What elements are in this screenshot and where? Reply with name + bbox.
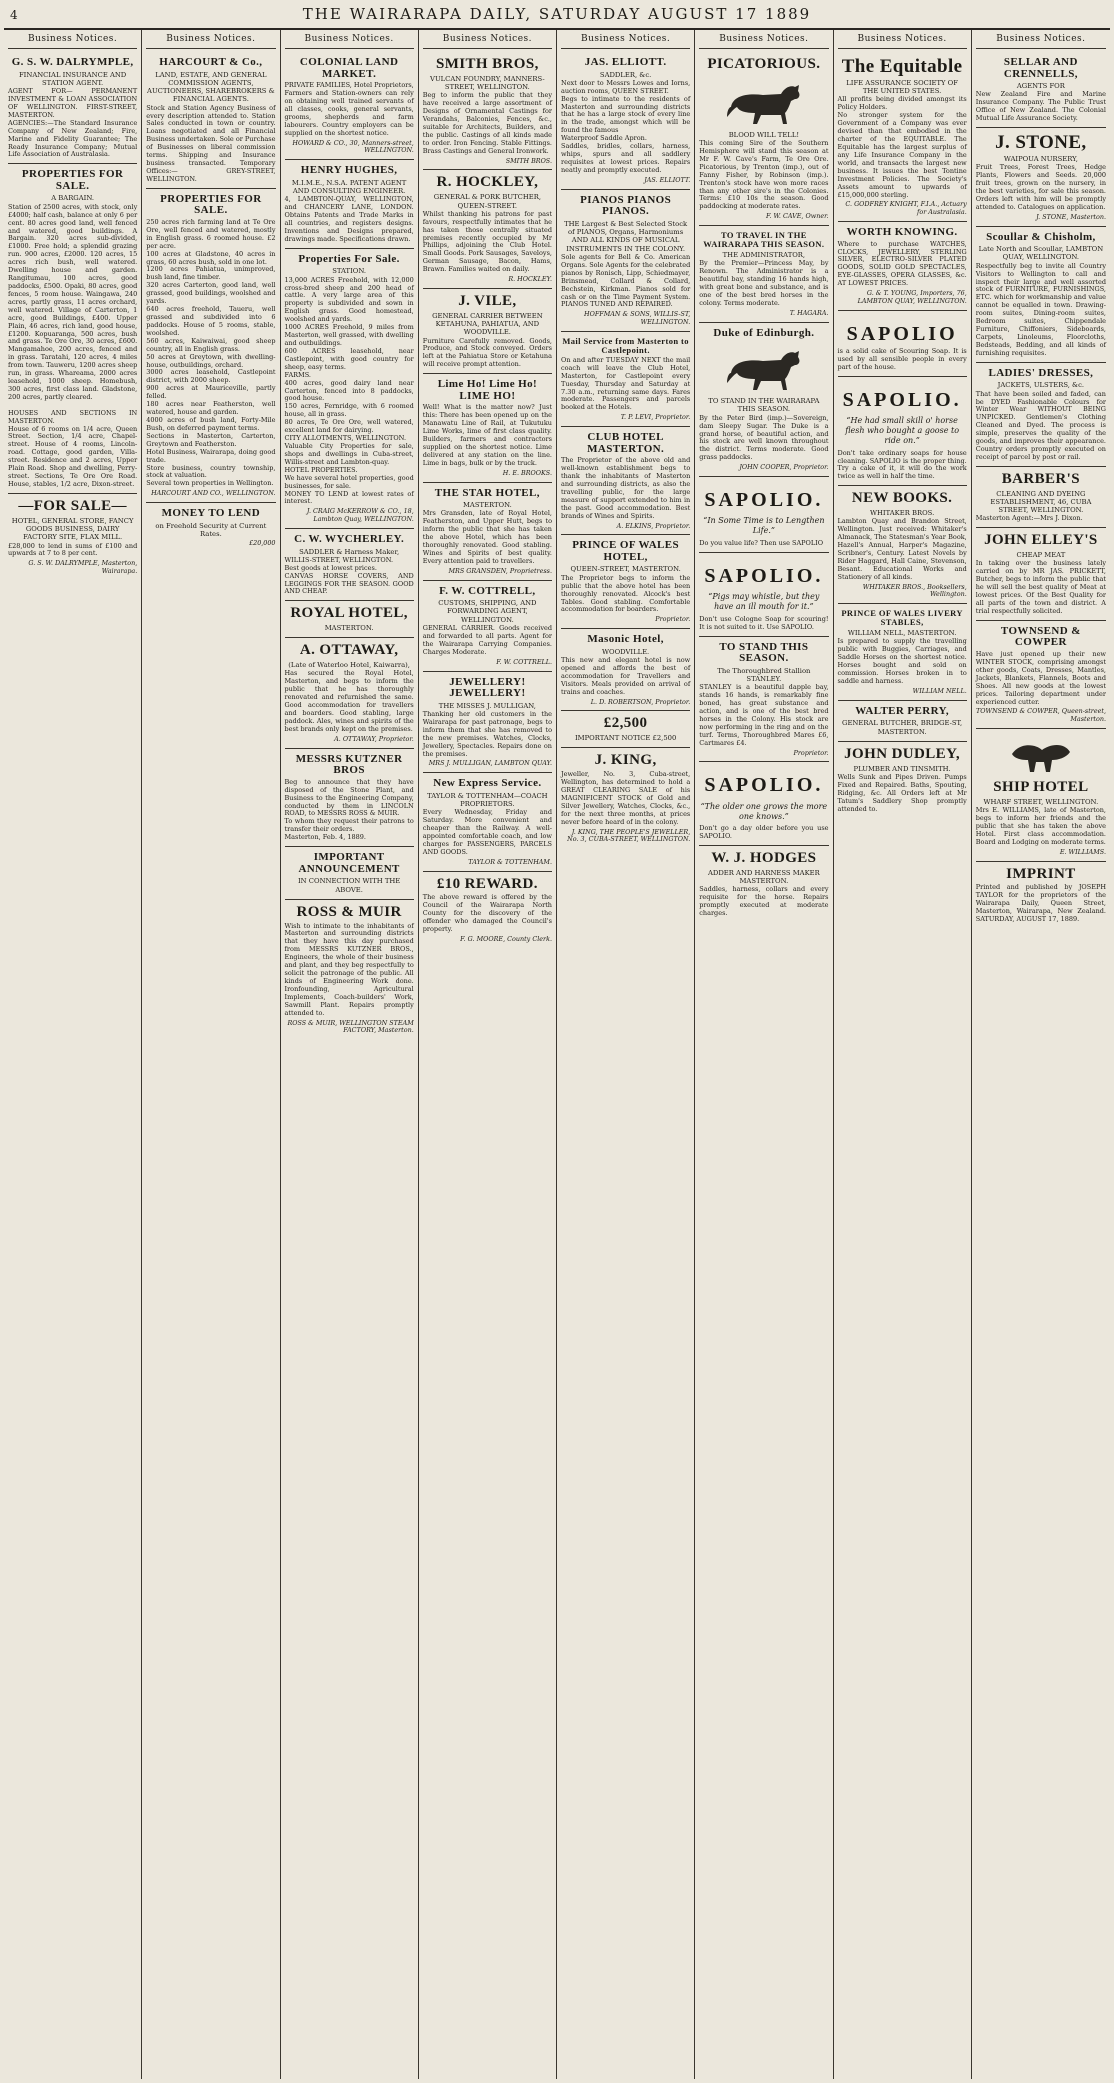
- ad-title: ROSS & MUIR: [296, 903, 402, 920]
- advertisement: [285, 52, 414, 160]
- page-number: 4: [10, 8, 20, 22]
- advertisement: [561, 748, 690, 848]
- ad-signature: SMITH BROS.: [505, 156, 552, 165]
- ad-subtitle: HOTEL, GENERAL STORE, FANCY GOODS BUSINESS, DAIRY FACTORY SITE, FLAX MILL.: [11, 516, 134, 542]
- ad-body: In taking over the business lately carried on by MR JAS. PRICKETT, Butcher, begs to inform the public that he will sell the best quality of Meat at lowest prices. Of the Best Quality for all parts of the town and district. A trial respectfully solicited.: [975, 559, 1106, 615]
- ad-subtitle: WOODVILLE.: [602, 647, 650, 656]
- advertisement: [838, 742, 967, 818]
- ad-signature: J. KING, THE PEOPLE'S JEWELLER, No. 3, CUBA-STREET, WELLINGTON.: [567, 827, 691, 844]
- ad-signature: F. G. MOORE, County Clerk.: [460, 935, 552, 944]
- ad-title: Duke of Edinburgh.: [713, 326, 815, 339]
- ad-body: Beg to announce that they have disposed of the Stone Plant, and Business to the Engineering Company, conducted by them in LINCOLN ROAD, to MESSRS ROSS & MUIR. To whom they request their patrons to transfer their orders. Masterton, Feb. 4, 1889.: [284, 777, 414, 842]
- advertisement: [423, 672, 552, 774]
- advertisement: [561, 711, 690, 748]
- advertisement: [146, 503, 275, 552]
- ad-title: TO TRAVEL IN THE WAIRARAPA THIS SEASON.: [703, 230, 825, 250]
- advertisement: [423, 289, 552, 374]
- ad-signature: MRS J. MULLIGAN, LAMBTON QUAY.: [428, 759, 552, 768]
- ad-title: J. STONE,: [995, 132, 1087, 154]
- advertisement: [285, 900, 414, 1039]
- ad-title: C. W. WYCHERLEY.: [294, 532, 405, 545]
- ad-quote: “In Some Time is to Lengthen Life.”: [703, 516, 825, 536]
- ad-body: By the Peter Bird (imp.)—Sovereign, dam Sleepy Sugar. The Duke is a grand horse, of beautiful action, and his stock are well known throughout the district. Terms moderate. Good grass paddocks.: [699, 413, 829, 462]
- ad-body: The above reward is offered by the Council of the Wairarapa North County for the discovery of the offender who damaged the Council's property.: [422, 893, 552, 934]
- ad-title: HENRY HUGHES,: [300, 164, 398, 177]
- ad-subtitle: THE MISSES J. MULLIGAN,: [438, 701, 536, 710]
- column-3: [281, 30, 419, 2079]
- ad-title: The Equitable: [841, 55, 963, 77]
- ad-signature: WHITAKER BROS., Booksellers, Wellington.: [862, 582, 967, 599]
- ad-body: Printed and published by JOSEPH TAYLOR for the proprietors of the Wairarapa Daily, Queen Street, Masterton, Wairarapa, New Zealand. SATURDAY, AUGUST 17, 1889.: [975, 883, 1106, 923]
- ad-title: PRINCE OF WALES LIVERY STABLES,: [841, 608, 963, 628]
- ad-body: This coming Sire of the Southern Hemisphere will stand this season at Mr F. W. Cave's Farm, Te Ore Ore. Picatorious, by Trenton (imp.), out of Fanny Fisher, by Robinson (imp.). Trenton's stock have won more races than any other sire's in the Colonies. Terms: £10 10s the season. Good paddocking at moderate rates.: [699, 139, 829, 211]
- advertisement: [838, 311, 967, 377]
- ad-body: Sole agents for Bell & Co. American Organs. Sole Agents for the celebrated pianos by Ronisch, Lipp, Schiedmayer, Brinsmead, Collard & Collard, Bechstein, Kirkman. Pianos sold for cash or on the Time Payment System. PIANOS TUNED AND REPAIRED.: [561, 252, 691, 309]
- ad-signature: Proprietor.: [793, 748, 829, 757]
- ad-body: 4, LAMBTON-QUAY, WELLINGTON, and CHANCERY LANE, LONDON. Obtains Patents and Trade Marks in all countries, and registers designs. Inventions and Designs prepared, drawings made. Specifications drawn.: [284, 195, 414, 243]
- advertisement: [838, 377, 967, 486]
- ad-body: Don't go a day older before you use SAPOLIO.: [699, 824, 829, 841]
- ad-title: Lime Ho! Lime Ho! LIME HO!: [437, 378, 538, 402]
- horse-engraving-icon: [719, 343, 809, 393]
- ad-title: PRINCE OF WALES HOTEL,: [572, 539, 680, 563]
- advertisement: [699, 323, 828, 477]
- ad-title: SMITH BROS,: [435, 55, 539, 72]
- ad-body: Furniture Carefully removed. Goods, Produce, and Stock conveyed. Orders left at the Pahiatua Store or Ketahuna will receive prompt attention.: [422, 336, 552, 369]
- ad-title: LADIES' DRESSES,: [988, 366, 1094, 379]
- column-heading: Business Notices.: [838, 32, 967, 49]
- ad-body: Is prepared to supply the travelling public with Buggies, Carriages, and Saddle Horses on the shortest notice. Horses bought and sold on commission. Horses broken in to saddle and harness.: [837, 637, 967, 686]
- ad-signature: J. CRAIG McKERROW & CO., 18, Lambton Quay, WELLINGTON.: [306, 507, 414, 524]
- ad-title: THE STAR HOTEL,: [434, 486, 540, 499]
- ad-body: Every Wednesday, Friday and Saturday. More convenient and cheaper than the Railway. A well-appointed comfortable coach, and low charges for PASSENGERS, PARCELS AND GOODS.: [422, 808, 552, 856]
- advertisement: [146, 52, 275, 189]
- advertisement: [976, 528, 1106, 620]
- ad-title: PROPERTIES FOR SALE.: [21, 168, 124, 192]
- ad-body: PRIVATE FAMILIES, Hotel Proprietors, Farmers and Station-owners can rely on obtaining well trained servants of all classes, cooks, general servants, grooms, shepherds and farm labourers. Country employers can be supplied on the shortest notice.: [284, 81, 414, 137]
- ad-signature: T. HAGARA.: [789, 308, 829, 317]
- ad-body: Do you value life? Then use SAPOLIO: [699, 538, 824, 547]
- ad-title: COLONIAL LAND MARKET.: [299, 55, 399, 80]
- ad-title: PIANOS PIANOS PIANOS.: [580, 193, 672, 218]
- ad-signature: £20,000: [249, 539, 276, 548]
- advertisement: [976, 227, 1106, 363]
- ad-body: Jeweller, No. 3, Cuba-street, Wellington, has determined to hold a GREAT CLEARING SALE of his MAGNIFICENT STOCK of Gold and Silver Jewellery, Watches, Clocks, &c., for the next three months, at prices never before heard of in the colony.: [561, 770, 691, 826]
- ad-signature: TAYLOR & TOTTENHAM.: [468, 857, 552, 866]
- ad-subtitle: TAYLOR & TOTTENHAM—COACH PROPRIETORS.: [427, 791, 548, 809]
- ad-subtitle: MASTERTON.: [462, 501, 512, 510]
- ad-title: ROYAL HOTEL,: [290, 605, 408, 622]
- ad-signature: JAS. ELLIOTT.: [644, 175, 691, 184]
- ad-subtitle: SADDLER, &c.: [599, 70, 652, 79]
- advertisement: [285, 529, 414, 601]
- ad-title: Masonic Hotel,: [587, 633, 664, 646]
- ad-signature: C. GODFREY KNIGHT, F.I.A., Actuary for Australasia.: [845, 200, 967, 217]
- ad-title: Properties For Sale.: [298, 252, 400, 265]
- advertisement: [285, 847, 414, 900]
- ad-title: NEW BOOKS.: [851, 490, 953, 507]
- column-1: [4, 30, 142, 2079]
- advertisement: [976, 363, 1106, 467]
- advertisement: [285, 249, 414, 529]
- column-4: [419, 30, 557, 2079]
- ad-body: Well! What is the matter now? Just this: There has been opened up on the Manawatu Line of Rail, at Tukutuku Lime Works, lime of first class quality. Builders, farmers and contractors supplied on the shortest notice. Lime delivered at any station on the line. Lime in bags, bulk or by the truck.: [422, 403, 552, 467]
- column-heading: Business Notices.: [561, 32, 690, 49]
- ad-signature: WILLIAM NELL.: [912, 686, 967, 695]
- advertisement: [976, 52, 1106, 128]
- column-heading: Business Notices.: [976, 32, 1106, 49]
- ad-quote: “Pigs may whistle, but they have an ill mouth for it.”: [708, 592, 820, 611]
- ad-body: Beg to inform the public that they have received a large assortment of Designs of Ornamental Castings for Verandahs, Balconies, Fences, &c., suitable for Architects, Builders, and the public. Castings of all kinds made to order. Iron Fencing. Stable Fittings. Brass Castings and General Ironwork.: [422, 91, 552, 155]
- ad-body: This new and elegant hotel is now opened and affords the best of accommodation for Travellers and Visitors. Meals provided on arrival of trains and coaches.: [561, 655, 691, 696]
- ad-signature: HOWARD & CO., 30, Manners-street, WELLINGTON.: [292, 138, 414, 155]
- advertisement: [976, 729, 1106, 861]
- column-heading: Business Notices.: [8, 32, 137, 49]
- ad-title: SAPOLIO.: [704, 489, 824, 512]
- ad-subtitle: LIFE ASSURANCE SOCIETY OF THE UNITED STATES.: [846, 78, 958, 96]
- ad-signature: J. STONE, Masterton.: [1036, 212, 1106, 221]
- advertisement: [699, 226, 828, 322]
- ad-title: J. KING,: [594, 752, 657, 769]
- ad-title: SHIP HOTEL: [993, 779, 1089, 796]
- advertisement: [838, 701, 967, 742]
- column-heading: Business Notices.: [285, 32, 414, 49]
- column-8: [972, 30, 1110, 2079]
- ad-title: IMPORTANT ANNOUNCEMENT: [298, 851, 400, 875]
- ad-body: Wells Sunk and Pipes Driven. Pumps Fixed and Repaired. Baths, Spouting, Ridging, &c. All Orders left at Mr Tatum's Saddlery Shop promptly attended to.: [837, 772, 967, 813]
- ad-body: Where to purchase WATCHES, CLOCKS, JEWELLERY, STERLING SILVER, ELECTRO-SILVER PLATED GOODS, SOLID GOLD SPECTACLES, EYE-GLASSES, OPERA GLASSES, &c. AT LOWEST PRICES.: [837, 239, 967, 288]
- ad-body: Don't use Cologne Soap for scouring! It is not suited to it. Use SAPOLIO.: [699, 614, 829, 631]
- ad-title: SELLAR AND CRENNELLS,: [1003, 55, 1078, 80]
- ad-quote: “The older one grows the more one knows.”: [700, 801, 828, 821]
- ad-subtitle: The Thoroughbred Stallion STANLEY.: [717, 666, 811, 683]
- ad-title: PICATORIOUS.: [707, 55, 821, 72]
- advertisement: [976, 621, 1106, 729]
- ad-title: JOHN ELLEY'S: [984, 532, 1098, 549]
- ad-body: Don't take ordinary soaps for house cleaning. SAPOLIO is the proper thing. Try a cake of it, it will do the work twice as well in half the time.: [837, 448, 967, 481]
- ad-subtitle: JACKETS, ULSTERS, &c.: [997, 381, 1085, 390]
- ad-signature: JOHN COOPER, Proprietor.: [739, 463, 829, 472]
- ad-body: is a solid cake of Scouring Soap. It is used by all sensible people in every part of the house.: [837, 347, 967, 372]
- ad-title: PROPERTIES FOR SALE.: [160, 192, 262, 217]
- ad-signature: A. OTTAWAY, Proprietor.: [334, 734, 414, 743]
- ad-subtitle: PLUMBER AND TINSMITH.: [853, 764, 951, 773]
- advertisement: [976, 128, 1106, 227]
- ad-title: WALTER PERRY,: [855, 704, 950, 717]
- ad-body: Have just opened up their new WINTER STOCK, comprising amongst other goods, Coats, Dresses, Mantles, Jackets, Blankets, Flannels, Boots and Shoes. All new goods at the lowest prices. Tailoring department under experienced cutter.: [975, 649, 1106, 706]
- ad-subtitle: WAIPOUA NURSERY,: [1003, 154, 1078, 163]
- ad-title: JOHN DUDLEY,: [844, 745, 961, 762]
- paper-title: THE WAIRARAPA DAILY, SATURDAY AUGUST 17 1889: [302, 5, 812, 23]
- advertisement: [976, 467, 1106, 529]
- advertisement: [285, 638, 414, 748]
- ad-signature: MRS GRANSDEN, Proprietress.: [448, 566, 552, 575]
- ad-title: SAPOLIO.: [842, 388, 962, 411]
- ad-title: R. HOCKLEY,: [436, 174, 539, 191]
- ad-subtitle: SADDLER & Harness Maker,: [299, 547, 400, 556]
- ad-title: CLUB HOTEL MASTERTON.: [587, 431, 665, 455]
- ad-title: New Express Service.: [433, 777, 542, 790]
- ad-subtitle: CHEAP MEAT: [1016, 551, 1066, 560]
- ad-subtitle: CUSTOMS, SHIPPING, AND FORWARDING AGENT, WELLINGTON.: [438, 599, 537, 624]
- advertisement: [561, 427, 690, 535]
- ad-title: JEWELLERY! JEWELLERY!: [449, 675, 526, 700]
- ad-subtitle: AGENTS FOR: [1016, 82, 1065, 91]
- advertisement: [423, 483, 552, 581]
- ad-subtitle: IN CONNECTION WITH THE ABOVE.: [298, 877, 401, 894]
- ad-quote: “He had small skill o' horse flesh who bought a goose to ride on.”: [845, 416, 960, 445]
- ad-subtitle: FINANCIAL INSURANCE AND STATION AGENT.: [18, 70, 127, 87]
- advertisement: [561, 332, 690, 427]
- ad-subtitle: GENERAL BUTCHER, BRIDGE-ST, MASTERTON.: [842, 719, 963, 736]
- ad-subtitle: CLEANING AND DYEING ESTABLISHMENT, 46, CUBA STREET, WELLINGTON.: [990, 489, 1092, 515]
- ad-signature: Proprietor.: [655, 615, 691, 624]
- ad-title: MONEY TO LEND: [161, 507, 261, 520]
- ad-subtitle: LAND, ESTATE, AND GENERAL COMMISSION AGENTS, AUCTIONEERS, SHAREBROKERS & FINANCIAL AGENTS.: [147, 70, 275, 104]
- ad-subtitle: THE ADMINISTRATOR,: [722, 250, 806, 259]
- ad-body: £28,000 to lend in sums of £100 and upwards at 7 to 8 per cent.: [8, 541, 138, 558]
- ad-subtitle: WILLIAM NELL, MASTERTON.: [847, 629, 957, 638]
- advertisement: [699, 637, 828, 763]
- column-7: [834, 30, 972, 2079]
- column-heading: Business Notices.: [146, 32, 275, 49]
- ad-title: BARBER'S: [1001, 470, 1080, 487]
- advertisement: [699, 762, 828, 846]
- advertisement: [838, 604, 967, 700]
- advertisement: [146, 189, 275, 503]
- advertisement: [976, 862, 1106, 928]
- ad-subtitle: Late North and Scoullar, LAMBTON QUAY, WELLINGTON.: [978, 245, 1104, 262]
- ad-title: HARCOURT & Co.,: [159, 55, 263, 68]
- ad-title: W. J. HODGES: [711, 850, 817, 867]
- advertisement: [838, 486, 967, 604]
- ad-title: Scoullar & Chisholm,: [986, 230, 1096, 243]
- advertisement: [838, 52, 967, 222]
- ad-body: Fruit Trees, Forest Trees, Hedge Plants, Flowers and Seeds. 20,000 fruit trees, grown on the nursery, in the best varieties, for sale this season. Orders left with him will be promptly attended to. Catalogues on application.: [975, 163, 1106, 211]
- ad-signature: H. E. BROOKS.: [502, 468, 552, 477]
- advertisement: [423, 773, 552, 871]
- ad-title: SAPOLIO.: [704, 564, 824, 587]
- ad-title: TO STAND THIS SEASON.: [719, 640, 809, 665]
- ad-subtitle: MASTERTON.: [324, 624, 374, 633]
- advertisement: [699, 477, 828, 553]
- advertisement: [285, 749, 414, 847]
- advertisement: [285, 601, 414, 638]
- columns: [4, 30, 1110, 2079]
- advertisement: [561, 190, 690, 332]
- advertisement: [423, 581, 552, 672]
- masthead: [4, 0, 1110, 30]
- advertisement: [699, 553, 828, 637]
- horse-engraving-icon: [719, 77, 809, 127]
- ad-subtitle: WHITAKER BROS.: [870, 509, 935, 518]
- advertisement: [8, 52, 137, 164]
- ad-signature: E. WILLIAMS.: [1059, 847, 1106, 856]
- ad-title: G. S. W. DALRYMPLE,: [11, 55, 134, 68]
- ad-subtitle: M.I.M.E., N.S.A. PATENT AGENT AND CONSULTING ENGINEER.: [291, 178, 407, 195]
- advertisement: [423, 170, 552, 289]
- ad-signature: T. P. LEVI, Proprietor.: [620, 413, 691, 422]
- column-6: [695, 30, 833, 2079]
- column-heading: Business Notices.: [699, 32, 828, 49]
- ad-subtitle: A BARGAIN.: [51, 194, 95, 203]
- ad-subtitle: TO STAND IN THE WAIRARAPA THIS SEASON.: [708, 397, 820, 414]
- ad-signature: G. & T. YOUNG, Importers, 76, LAMBTON QUAY, WELLINGTON.: [857, 289, 967, 305]
- ad-signature: ROSS & MUIR, WELLINGTON STEAM FACTORY, Masterton.: [287, 1018, 414, 1035]
- ad-signature: HOFFMAN & SONS, WILLIS-ST, WELLINGTON.: [584, 310, 691, 327]
- ad-signature: HARCOURT AND CO., WELLINGTON.: [151, 489, 276, 498]
- ad-body: GENERAL CARRIER. Goods received and forwarded to all parts. Agent for the Wairarapa Carrying Companies. Charges Moderate.: [422, 624, 552, 656]
- advertisement: [561, 629, 690, 711]
- ad-title: A. OTTAWAY,: [299, 642, 399, 659]
- ad-title: WORTH KNOWING.: [846, 226, 958, 239]
- ad-subtitle: BLOOD WILL TELL!: [728, 130, 800, 139]
- advertisement: [699, 52, 828, 226]
- ad-body: Respectfully beg to invite all Country Visitors to Wellington to call and inspect their large and well assorted stock of FURNITURE, FURNISHINGS, ETC. which for workmanship and value cannot be equalled in town. Drawing-room suites, Dining-room suites, Bedroom suites, Chippendale Furniture, Chiffoniers, Sideboards, Carpets, Linoleums, Floorcloths, Bedsteads, Bedding, and all kinds of furnishing requisites.: [975, 261, 1106, 357]
- ad-title: TOWNSEND & COWPER: [1000, 624, 1081, 649]
- ad-body: Thanking her old customers in the Wairarapa for past patronage, begs to inform them that she has removed to the new premises. Watches, Clocks, Jewellery, Spectacles. Repairs done on the premises.: [422, 709, 552, 758]
- advertisement: [8, 494, 137, 580]
- advertisement: [423, 52, 552, 171]
- ad-subtitle: GENERAL & PORK BUTCHER, QUEEN-STREET.: [433, 193, 542, 210]
- ad-body: AGENT FOR— PERMANENT INVESTMENT & LOAN ASSOCIATION OF WELLINGTON. FIRST-STREET, MASTERTON. AGENCIES:—The Standard Insurance Company of New Zealand; Fire, Marine and Fidelity Guarantee; The Ready Insurance Company; Mutual Life Association of Australasia.: [8, 87, 138, 159]
- ad-signature: A. ELKINS, Proprietor.: [616, 521, 691, 530]
- ad-signature: F. W. CAVE, Owner.: [765, 212, 829, 221]
- ad-subtitle: ADDER AND HARNESS MAKER MASTERTON.: [707, 868, 820, 886]
- ad-subtitle: STATION.: [332, 267, 367, 276]
- advertisement: [423, 872, 552, 948]
- ad-subtitle: VULCAN FOUNDRY, MANNERS-STREET, WELLINGTON.: [430, 74, 545, 91]
- ad-title: J. VILE,: [458, 292, 517, 309]
- ad-title: Mail Service from Masterton to Castlepoint.: [562, 335, 689, 355]
- ad-body: Masterton Agent:—Mrs J. Dixon.: [975, 514, 1083, 523]
- ad-signature: R. HOCKLEY.: [508, 275, 552, 284]
- ad-body: That have been soiled and faded, can be DYED Fashionable Colours for Winter Wear WITHOUT BEING UNPICKED. Gentlemen's Clothing Cleaned and Dyed. The process is simple, preserves the quality of the goods, and improves their appearance. Country orders promptly executed on receipt of parcel by post or rail.: [975, 389, 1106, 461]
- ad-body: By the Premier—Princess May, by Renown. The Administrator is a beautiful bay, standing 16 hands high, with great bone and substance, and is one of the best bred horses in the colony. Terms moderate.: [699, 259, 829, 307]
- advertisement: [699, 846, 828, 922]
- ad-body: WILLIS-STREET, WELLINGTON. Best goods at lowest prices. CANVAS HORSE COVERS, AND LEGGINGS FOR THE SEASON. GOOD AND CHEAP.: [284, 555, 414, 596]
- ad-body: 13,000 ACRES Freehold, with 12,000 cross-bred sheep and 200 head of cattle. A very large area of this property is subdivided and sown in English grass. Good homestead, woolshed and yards. 1000 ACRES Freehold, 9 miles from Masterton, well grassed, with dwelling and outbuildings. 600 ACRES leasehold, near Castlepoint, with good country for sheep, easy terms. FARMS. 400 acres, good dairy land near Carterton, fenced into 8 paddocks, good house. 150 acres, Fernridge, with 6 roomed house, all in grass. 80 acres, Te Ore Ore, well watered, excellent land for dairying. CITY ALLOTMENTS, WELLINGTON. Valuable City Properties for sale, shops and dwellings in Cuba-street, Willis-street and Lambton-quay. HOTEL PROPERTIES. We have several hotel properties, good businesses, for sale. MONEY TO LEND at lowest rates of interest.: [284, 275, 414, 506]
- ad-body: Next door to Messrs Lowes and Iorns, auction rooms, QUEEN STREET. Begs to intimate to the residents of Masterton and surrounding districts that he has a large stock of every line in the trade, amongst which will be found the famous Waterproof Saddle Apron. Saddles, bridles, collars, harness, whips, spurs and all saddlery requisites at lowest prices. Repairs neatly and promptly executed.: [561, 78, 691, 174]
- column-heading: Business Notices.: [423, 32, 552, 49]
- ad-title: JAS. ELLIOTT.: [584, 55, 667, 68]
- ad-subtitle: QUEEN-STREET, MASTERTON.: [570, 565, 681, 574]
- ad-body: Mrs Gransden, late of Royal Hotel, Featherston, and Upper Hutt, begs to inform the public that she has taken the above Hotel, which has been thoroughly renovated. Good stabling. Wines and Spirits of best quality. Every attention paid to travellers.: [422, 509, 552, 565]
- ad-body: 250 acres rich farming land at Te Ore Ore, well fenced and watered, mostly in English grass. 6 roomed house. £2 per acre. 100 acres at Gladstone, 40 acres in grass, 60 acres bush, sold in one lot. 1200 acres Pahiatua, unimproved, bush land, fine timber. 320 acres Carterton, good land, well grassed, good buildings, woolshed and yards. 640 acres freehold, Taueru, well grassed and subdivided into 6 paddocks. House of 5 rooms, stable, woolshed. 560 acres, Kaiwaiwai, good sheep country, all in English grass. 50 acres at Greytown, with dwelling-house, outbuildings, orchard. 3000 acres leasehold, Castlepoint district, with 2000 sheep. 900 acres at Mauriceville, partly felled. 180 acres near Featherston, well watered, house and garden. 4000 acres of bush land, Forty-Mile Bush, on deferred payment terms. Sections in Masterton, Carterton, Greytown and Featherston. Hotel Business, Wairarapa, doing good trade. Store business, country township, stock at valuation. Several town properties in Wellington.: [146, 217, 276, 488]
- advertisement: [423, 374, 552, 482]
- ad-body: Saddles, harness, collars and every requisite for the horse. Repairs promptly executed at moderate charges.: [699, 885, 829, 918]
- ad-body: STANLEY is a beautiful dapple bay, stands 16 hands, is remarkably fine boned, has great substance and action, and is one of the best bred horses in the Colony. His stock are now performing in the ring and on the turf. Terms, Thoroughbred Mares £6, Cartmares £4.: [699, 683, 829, 747]
- ad-body: Mrs E. WILLIAMS, late of Masterton, begs to inform her friends and the public that she has taken the above Hotel. First class accommodation. Board and Lodging on moderate terms.: [975, 806, 1106, 846]
- column-2: [142, 30, 280, 2079]
- ad-signature: F. W. COTTRELL.: [496, 657, 552, 666]
- ad-subtitle: on Freehold Security at Current Rates.: [155, 521, 267, 538]
- ad-title: F. W. COTTRELL,: [439, 584, 536, 597]
- advertisement: [8, 164, 137, 494]
- ad-body: Station of 2500 acres, with stock, only £4000; half cash, balance at only 6 per cent. 80 acres good land, well fenced and watered, good buildings. A Bargain. 320 acres sub-divided, £1000. Free hold; a splendid grazing run. 900 acres, £2000. 120 acres, 15 acres rich bush, well watered. Dwelling house and garden. Rangitumau, 100 acres, good paddocks, £500. Opaki, 80 acres, good fences, 5 room house. Waingawa, 240 acres, partly grass, 11 acres orchard, well watered. Village of Carterton, 1 acre, good Buildings, £400. Upper Plain, 46 acres, rich land, good house, £1200. Kopuaranga, 500 acres, bush and grass. Te Ore Ore, 30 acres, £600. Mangamahoe, 200 acres, fenced and in grass. Taratahi, 120 acres, 4 miles from town. Tauweru, 1200 acres sheep run, in grass. Whareama, 2000 acres leasehold, 1000 sheep. Homebush, 300 acres, first class land. Gladstone, 200 acres, partly cleared. HOUSES AND SECTIONS IN MASTERTON. House of 6 rooms on 1/4 acre, Queen Street. Section, 1/4 acre, Chapel-street. House of 4 rooms, Lincoln-road. Cottage, good garden, Villa-street. Residence and 2 acres, Upper Plain Road. Shop and dwelling, Perry-street. Sections, Te Ore Ore Road. House, stables, 1/2 acre, Dixon-street.: [8, 202, 138, 489]
- ad-title: SAPOLIO: [846, 322, 958, 345]
- ad-subtitle: (Late of Waterloo Hotel, Kaiwarra),: [288, 661, 410, 670]
- ad-signature: G. S. W. DALRYMPLE, Masterton, Wairarapa.: [28, 559, 138, 576]
- ad-body: Whilst thanking his patrons for past favours, respectfully intimates that he has taken those centrally situated premises recently occupied by Mr Phillips, adjoining the Club Hotel. Small Goods. Pork Sausages, Saveloys, German Sausage, Bacon, Hams, Brawn. Families waited on daily.: [422, 209, 552, 274]
- ad-subtitle: IMPORTANT NOTICE £2,500: [574, 734, 677, 743]
- ad-body: Wish to intimate to the inhabitants of Masterton and surrounding districts that they have this day purchased from MESSRS KUTZNER BROS., Engineers, the whole of their business and plant, and they beg respectfully to solicit the patronage of the public. All kinds of Engineering Work done. Ironfounding, Agricultural Implements, Coach-builders' Work, Sawmill Plant. Repairs promptly attended to.: [284, 921, 414, 1017]
- ad-body: New Zealand Fire and Marine Insurance Company. The Public Trust Office of New Zealand. The Colonial Mutual Life Assurance Society.: [975, 90, 1106, 123]
- saddle-engraving-icon: [1006, 736, 1076, 776]
- ad-body: Lambton Quay and Brandon Street, Wellington. Just received: Whitaker's Almanack, The Statesman's Year Book, Hazell's Annual, Harper's Magazine, Scribner's, Century. Latest Novels by Rider Haggard, Hall Caine, Stevenson, Besant. Educational Works and Stationery of all kinds.: [837, 517, 967, 581]
- ad-body: Has secured the Royal Hotel, Masterton, and begs to inform the public that he has thoroughly renovated and refurnished the same. Good accommodation for travellers and boarders. Good stabling, large paddock. Ales, wines and spirits of the best brands only kept on the premises.: [284, 669, 414, 733]
- ad-title: £2,500: [603, 715, 648, 732]
- ad-title: SAPOLIO.: [704, 774, 824, 797]
- ad-body: On and after TUESDAY NEXT the mail coach will leave the Club Hotel, Masterton, for Castlepoint every Tuesday, Thursday and Saturday at 7.30 a.m., returning same days. Fares moderate. Passengers and parcels booked at the Hotels.: [561, 355, 691, 412]
- ad-body: Stock and Station Agency Business of every description attended to. Station Sales conducted in town or country. Loans negotiated and all Financial Business undertaken. Sole or Purchase of Businesses on liberal commission terms. Shipping and Insurance business transacted. Temporary Offices:— GREY-STREET, WELLINGTON.: [146, 103, 276, 183]
- advertisement: [561, 52, 690, 190]
- ad-subtitle: WHARF STREET, WELLINGTON.: [983, 797, 1099, 806]
- ad-title: —FOR SALE—: [18, 497, 127, 514]
- advertisement: [838, 222, 967, 311]
- ad-body: The Proprietor of the above old and well-known establishment begs to thank the inhabitants of Masterton and surrounding districts, as also the travelling public, for the large measure of support extended to him in the past. Good accommodation. Best brands of Wines and Spirits.: [561, 456, 691, 520]
- ad-title: £10 REWARD.: [436, 875, 538, 892]
- ad-title: MESSRS KUTZNER BROS: [295, 752, 403, 777]
- ad-body: All profits being divided amongst its Policy Holders. No stronger system for the Government of a Company was ever devised than that embodied in the charter of the EQUITABLE. The Equitable has the largest surplus of any Life Insurance Company in the world, and transacts the largest new business. It issues the best Tontine Investment Policies. The Society's Assets amount to upwards of £15,000,000 sterling.: [837, 95, 967, 199]
- ad-signature: TOWNSEND & COWPER, Queen-street, Masterton.: [976, 707, 1106, 724]
- advertisement: [285, 160, 414, 249]
- ad-signature: L. D. ROBERTSON, Proprietor.: [590, 697, 691, 706]
- ad-subtitle: GENERAL CARRIER BETWEEN KETAHUNA, PAHIATUA, AND WOODVILLE.: [432, 311, 543, 337]
- ad-title: IMPRINT: [1006, 865, 1076, 882]
- ad-subtitle: THE Largest & Best Selected Stock of PIANOS, Organs, Harmoniums AND ALL KINDS OF MUSICAL INSTRUMENTS IN THE COLONY.: [564, 219, 688, 253]
- advertisement: [561, 535, 690, 629]
- column-5: [557, 30, 695, 2079]
- ad-body: The Proprietor begs to inform the public that the above hotel has been thoroughly renovated. Alcock's best Tables. Good stabling. Comfortable accommodation for boarders.: [561, 573, 691, 614]
